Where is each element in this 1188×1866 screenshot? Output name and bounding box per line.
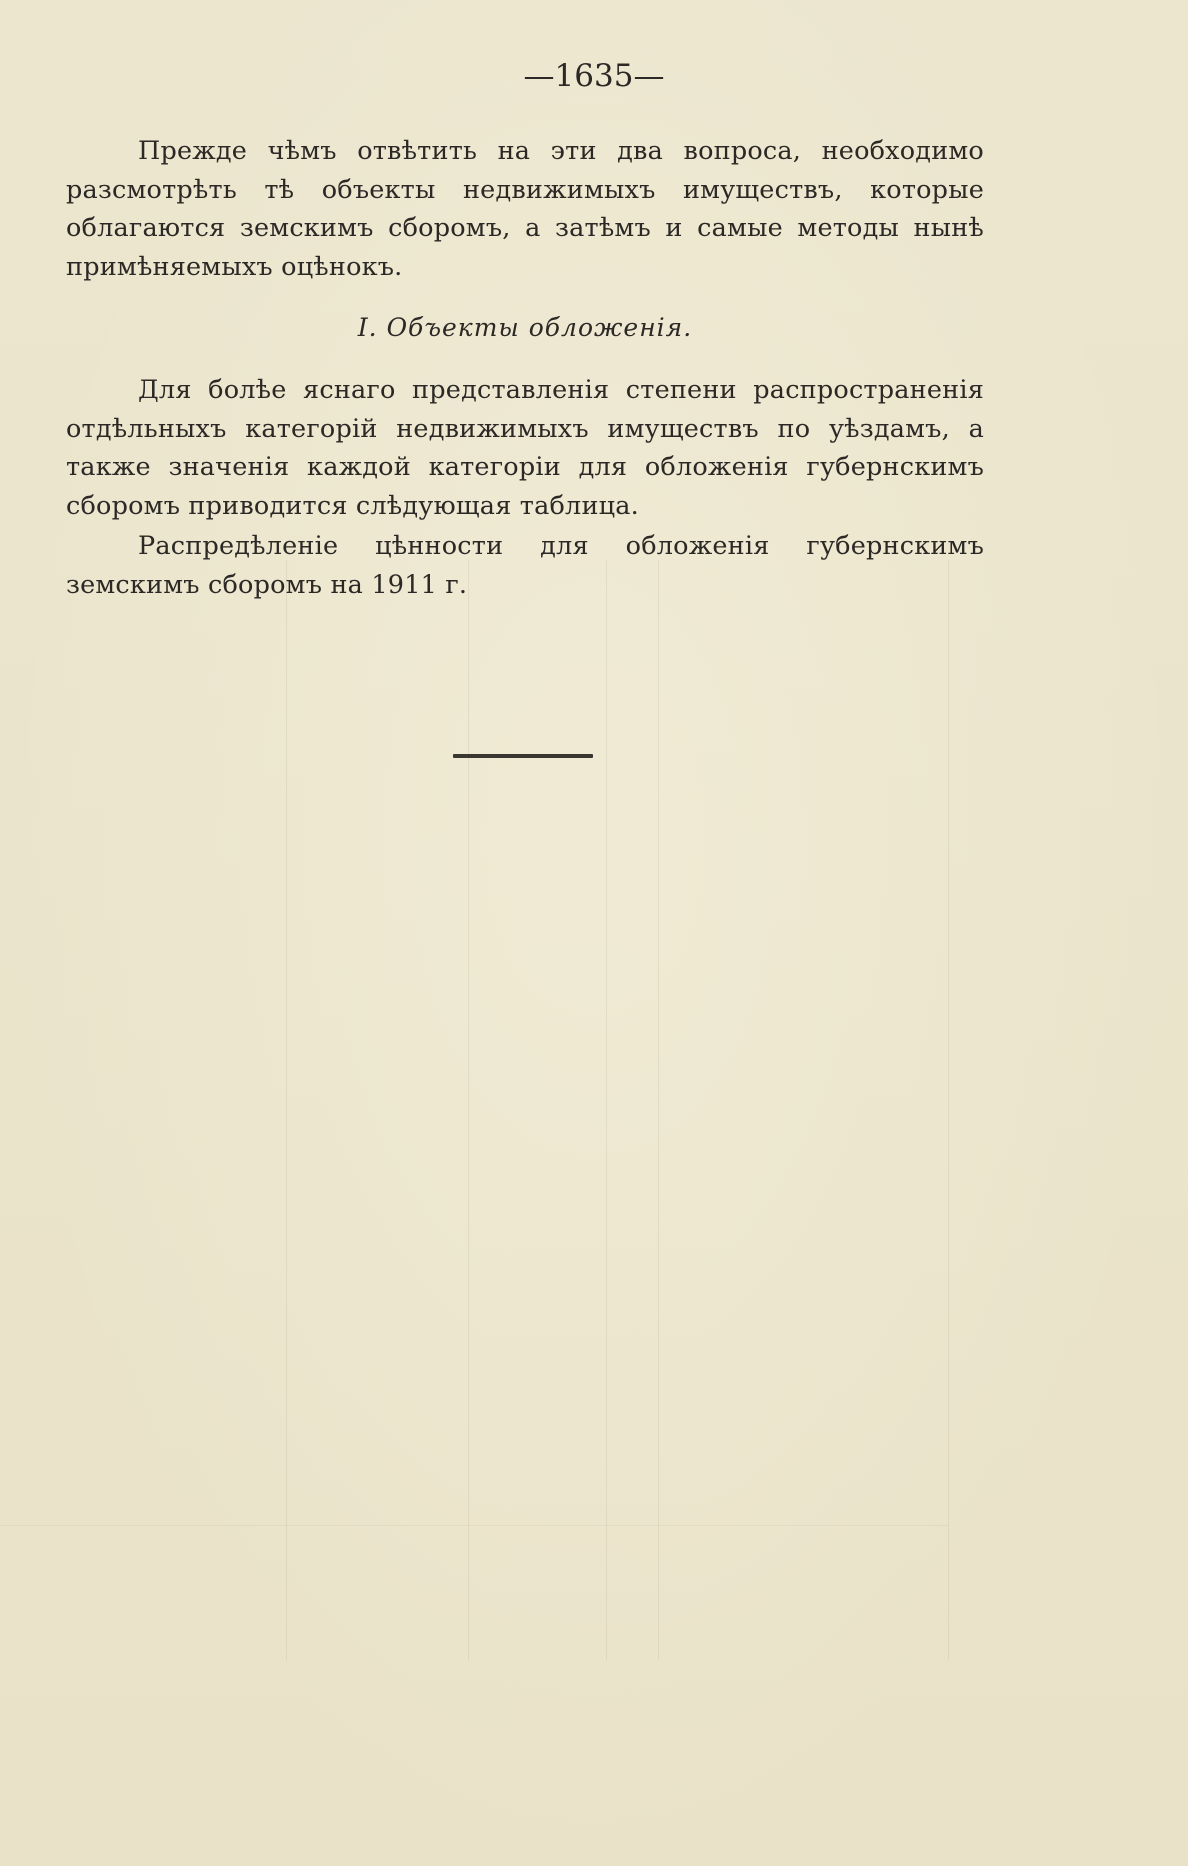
section-heading: I. Объекты обложенія. — [357, 313, 693, 342]
table-intro-paragraph-block — [66, 371, 984, 525]
section-divider-rule — [453, 754, 593, 758]
table-caption-block — [66, 527, 984, 604]
intro-paragraph: Прежде чѣмъ отвѣтить на эти два вопроса, необходимо разсмотрѣть тѣ объекты недвижимыхъ имуществъ, которые облагаются земскимъ сборомъ, а затѣмъ и самые методы нынѣ примѣняемыхъ оцѣнокъ. — [66, 136, 984, 282]
table-intro-paragraph: Для болѣе яснаго представленія степени распространенія отдѣльныхъ категорій недвижимыхъ имуществъ по уѣздамъ, а также значенія каждой категоріи для обложенія губернскимъ сборомъ приводится слѣдующая таблица. — [66, 375, 984, 521]
table-caption: Распредѣленіе цѣнности для обложенія губернскимъ земскимъ сборомъ на 1911 г. — [66, 531, 984, 600]
page-number: —1635— — [523, 58, 665, 94]
intro-paragraph-block — [66, 132, 984, 286]
